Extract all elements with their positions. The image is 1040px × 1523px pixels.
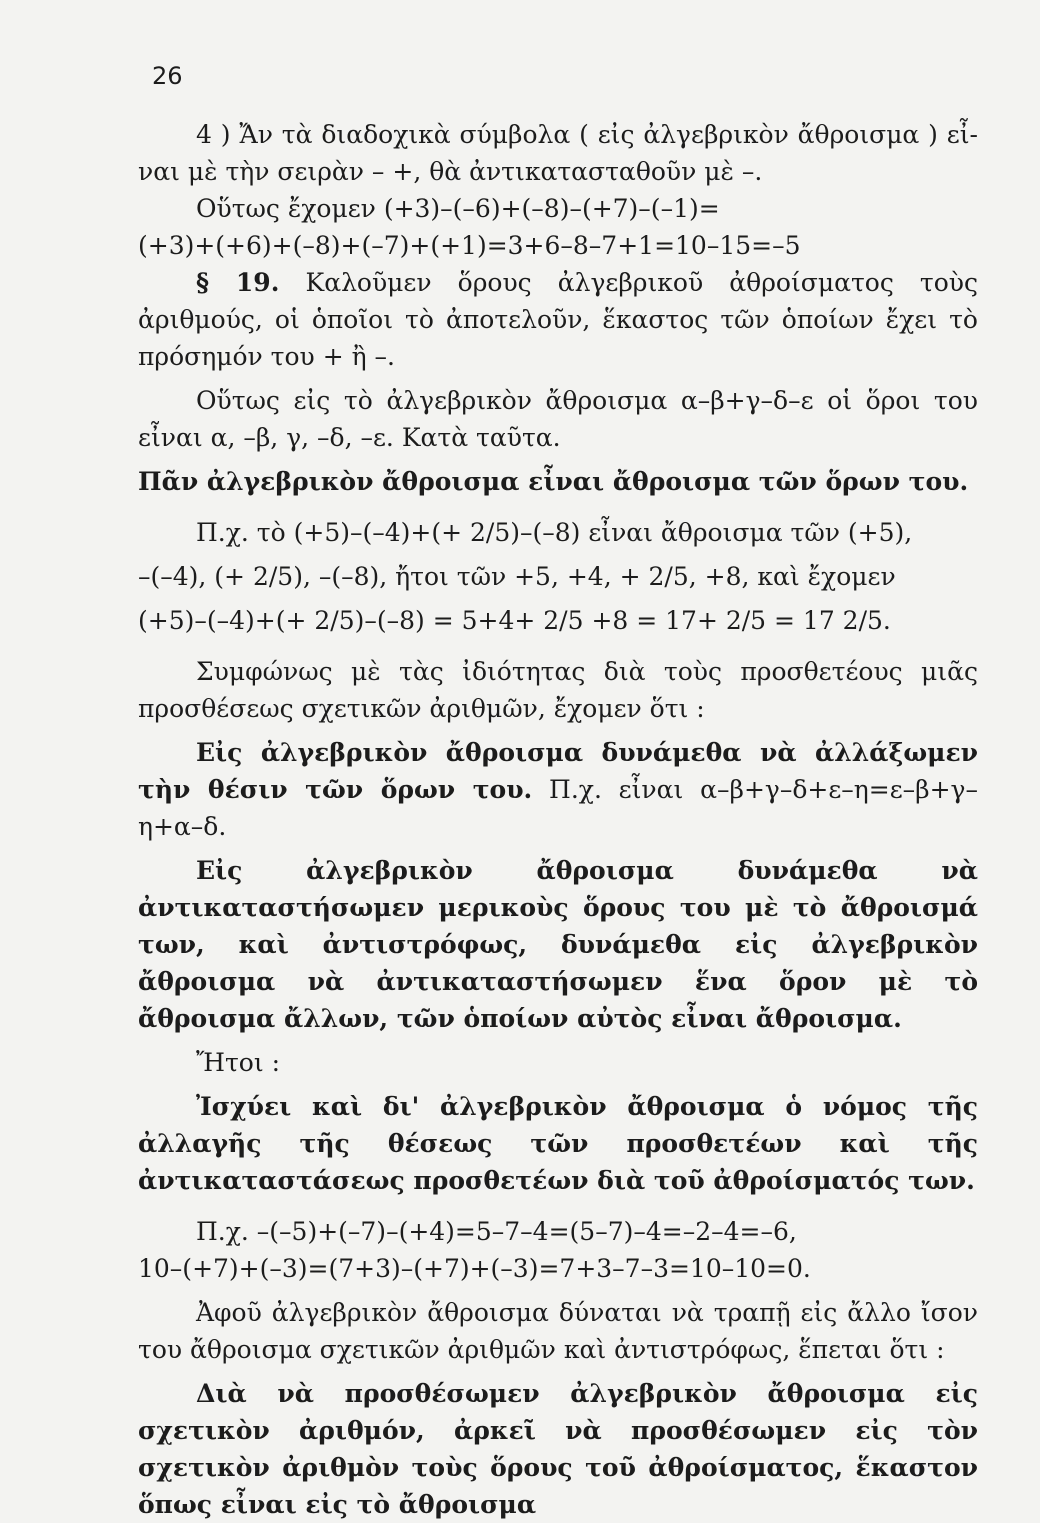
theorem-sum-of-terms: Πᾶν ἀλγεβρικὸν ἄθροισμα εἶναι ἄθροισμα τῶν ὅρων του.	[138, 467, 969, 496]
theorem-addition: Διὰ νὰ προσθέσωμεν ἀλγεβρικὸν ἄθροισμα εἰς σχετικὸν ἀριθμόν, ἀρκεῖ νὰ προσθέσωμεν εἰς τὸν σχετικὸν ἀριθμὸν τοὺς ὅρους τοῦ ἀθροίσματος, ἕκαστον ὅπως εἶναι εἰς τὸ ἄθροισμα	[138, 1379, 978, 1519]
example-line-1: Οὕτως ἔχομεν (+3)–(–6)+(–8)–(+7)–(–1)=	[196, 194, 720, 223]
section-number: § 19.	[196, 268, 280, 297]
paragraph-section-19	[138, 264, 978, 375]
theorem-commutative	[138, 734, 978, 845]
paragraph-etoi: Ἤτοι :	[196, 1048, 281, 1077]
example-fraction-line-1: Π.χ. τὸ (+5)–(–4)+(+ 2/5)–(–8) εἶναι ἄθροισμα τῶν (+5),	[196, 518, 913, 547]
section-19-text: Καλοῦμεν ὅρους ἀλγεβρικοῦ ἀθροίσματος τοὺς ἀριθμούς, οἱ ὁποῖοι τὸ ἀποτελοῦν, ἕκαστος τῶν ὁποίων ἔχει τὸ πρόσημόν του + ἢ –.	[138, 268, 978, 371]
theorem-commutative-bold: Εἰς ἀλγεβρικὸν ἄθροισμα δυνάμεθα νὰ ἀλλάξωμεν τὴν θέσιν τῶν ὅρων του.	[138, 738, 978, 804]
theorem-commutative-example: Π.χ. εἶναι α–β+γ–δ+ε–η=ε–β+γ–η+α–δ.	[138, 775, 978, 841]
page-number: 26	[152, 62, 183, 90]
example-line-2: (+3)+(+6)+(–8)+(–7)+(+1)=3+6–8–7+1=10–15=–5	[138, 231, 801, 260]
example-line-4: 10–(+7)+(–3)=(7+3)–(+7)+(–3)=7+3–7–3=10–10=0.	[138, 1254, 811, 1283]
theorem-substitution: Εἰς ἀλγεβρικὸν ἄθροισμα δυνάμεθα νὰ ἀντικαταστήσωμεν μερικοὺς ὅρους του μὲ τὸ ἄθροισμά των, καὶ ἀντιστρόφως, δυνάμεθα εἰς ἀλγεβρικὸν ἄθροισμα νὰ ἀντικαταστήσωμεν ἕνα ὅρον μὲ τὸ ἄθροισμα ἄλλων, τῶν ὁποίων αὐτὸς εἶναι ἄθροισμα.	[138, 856, 978, 1033]
example-fraction-line-2: –(–4), (+ 2/5), –(–8), ἤτοι τῶν +5, +4, + 2/5, +8, καὶ ἔχομεν	[138, 562, 896, 591]
paragraph-consequence: Ἀφοῦ ἀλγεβρικὸν ἄθροισμα δύναται νὰ τραπῇ εἰς ἄλλο ἴσον του ἄθροισμα σχετικῶν ἀριθμῶν καὶ ἀντιστρόφως, ἕπεται ὅτι :	[138, 1298, 978, 1364]
theorem-law-of-change: Ἰσχύει καὶ δι' ἀλγεβρικὸν ἄθροισμα ὁ νόμος τῆς ἀλλαγῆς τῆς θέσεως τῶν προσθετέων καὶ τῆς ἀντικαταστάσεως προσθετέων διὰ τοῦ ἀθροίσματός των.	[138, 1092, 978, 1195]
paragraph-properties: Συμφώνως μὲ τὰς ἰδιότητας διὰ τοὺς προσθετέους μιᾶς προσθέσεως σχετικῶν ἀριθμῶν, ἔχομεν ὅτι :	[138, 657, 978, 723]
paragraph-terms-example: Οὕτως εἰς τὸ ἀλγεβρικὸν ἄθροισμα α–β+γ–δ–ε οἱ ὅροι του εἶναι α, –β, γ, –δ, –ε. Κατὰ ταῦτα.	[138, 386, 978, 452]
paragraph-rule-4: 4 ) Ἄν τὰ διαδοχικὰ σύμβολα ( εἰς ἀλγεβρικὸν ἄθροισμα ) εἶ-ναι μὲ τὴν σειρὰν – +, θὰ ἀντικατασταθοῦν μὲ –.	[138, 120, 978, 186]
example-fraction-line-3: (+5)–(–4)+(+ 2/5)–(–8) = 5+4+ 2/5 +8 = 17+ 2/5 = 17 2/5.	[138, 606, 891, 635]
example-line-3: Π.χ. –(–5)+(–7)–(+4)=5–7–4=(5–7)–4=–2–4=–6,	[196, 1217, 797, 1246]
